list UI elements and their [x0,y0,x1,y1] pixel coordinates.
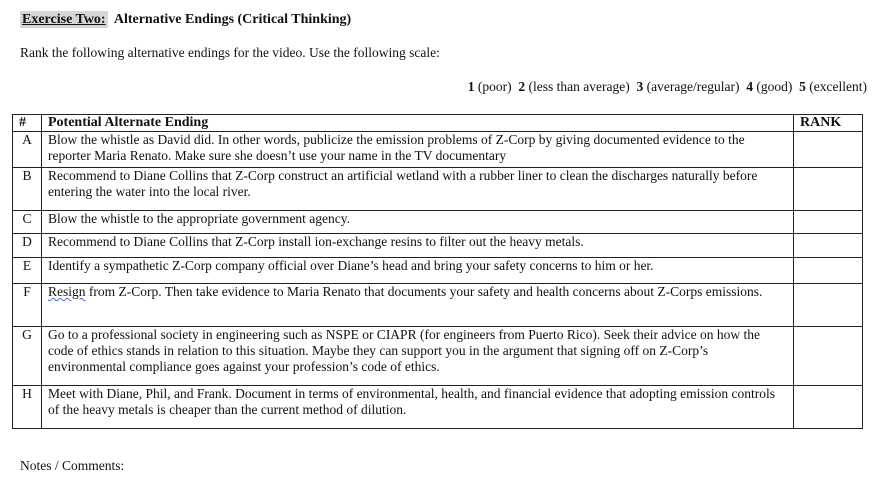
row-letter: G [13,327,42,386]
scale-label-4: (good) [756,79,793,94]
row-ending-text: Recommend to Diane Collins that Z-Corp install ion-exchange resins to filter out the heavy metals. [42,234,794,258]
row-letter: E [13,258,42,284]
table-row [13,234,863,258]
rank-cell[interactable] [794,327,863,386]
exercise-number: Exercise Two: [22,12,106,27]
table-header-row [13,115,863,132]
rank-cell[interactable] [794,386,863,429]
table-row [13,327,863,386]
row-ending-text [42,284,794,327]
table-row [13,386,863,429]
row-ending-text: Blow the whistle as David did. In other words, publicize the emission problems of Z-Corp by giving documented evidence to the reporter Maria Renato. Make sure she doesn’t use your name in the TV documentary [42,132,794,168]
scale-label-3: (average/regular) [646,79,740,94]
scale-num-5: 5 [799,79,806,94]
row-letter: D [13,234,42,258]
scale-num-3: 3 [636,79,644,94]
scale-label-1: (poor) [477,79,512,94]
scale-num-1: 1 [467,79,475,94]
scale-num-4: 4 [746,79,754,94]
scale-label-2: (less than average) [528,79,630,94]
rank-cell[interactable] [794,168,863,211]
instructions: Rank the following alternative endings for the video. Use the following scale: [20,45,440,60]
row-letter: F [13,284,42,327]
row-ending-text: Go to a professional society in engineering such as NSPE or CIAPR (for engineers from Puerto Rico). Seek their advice on how the code of ethics stands in relation to this situation. Maybe they can support you in the argument that signing off on Z-Corp’s environmental compliance goes against your profession’s code of ethics. [42,327,794,386]
rank-cell[interactable] [794,211,863,234]
rank-cell[interactable] [794,284,863,327]
row-letter: B [13,168,42,211]
exercise-subtitle: Alternative Endings (Critical Thinking) [113,12,352,27]
table-row [13,132,863,168]
notes-label: Notes / Comments: [20,458,125,473]
rating-scale [468,79,867,95]
scale-num-2: 2 [518,79,526,94]
spellcheck-word: Resign [48,284,86,299]
exercise-title [20,12,351,28]
rank-cell[interactable] [794,234,863,258]
row-letter: A [13,132,42,168]
table-row [13,168,863,211]
header-rank: RANK [794,115,863,132]
row-ending-text: Meet with Diane, Phil, and Frank. Document in terms of environmental, health, and financial evidence that adopting emission controls of the heavy metals is cheaper than the current method of dilution. [42,386,794,429]
row-ending-text: Identify a sympathetic Z-Corp company official over Diane’s head and bring your safety concerns to him or her. [42,258,794,284]
scale-label-5: (excellent) [809,79,867,94]
rank-cell[interactable] [794,132,863,168]
row-letter: C [13,211,42,234]
header-number: # [13,115,42,132]
alternate-endings-table [12,114,863,429]
table-row [13,284,863,327]
row-ending-rest: from Z-Corp. Then take evidence to Maria Renato that documents your safety and health concerns about Z-Corps emissions. [85,284,763,299]
row-ending-text: Blow the whistle to the appropriate government agency. [42,211,794,234]
header-ending: Potential Alternate Ending [42,115,794,132]
rank-cell[interactable] [794,258,863,284]
table-row [13,211,863,234]
table-row [13,258,863,284]
row-ending-text: Recommend to Diane Collins that Z-Corp construct an artificial wetland with a rubber liner to clean the discharges naturally before entering the water into the local river. [42,168,794,211]
row-letter: H [13,386,42,429]
